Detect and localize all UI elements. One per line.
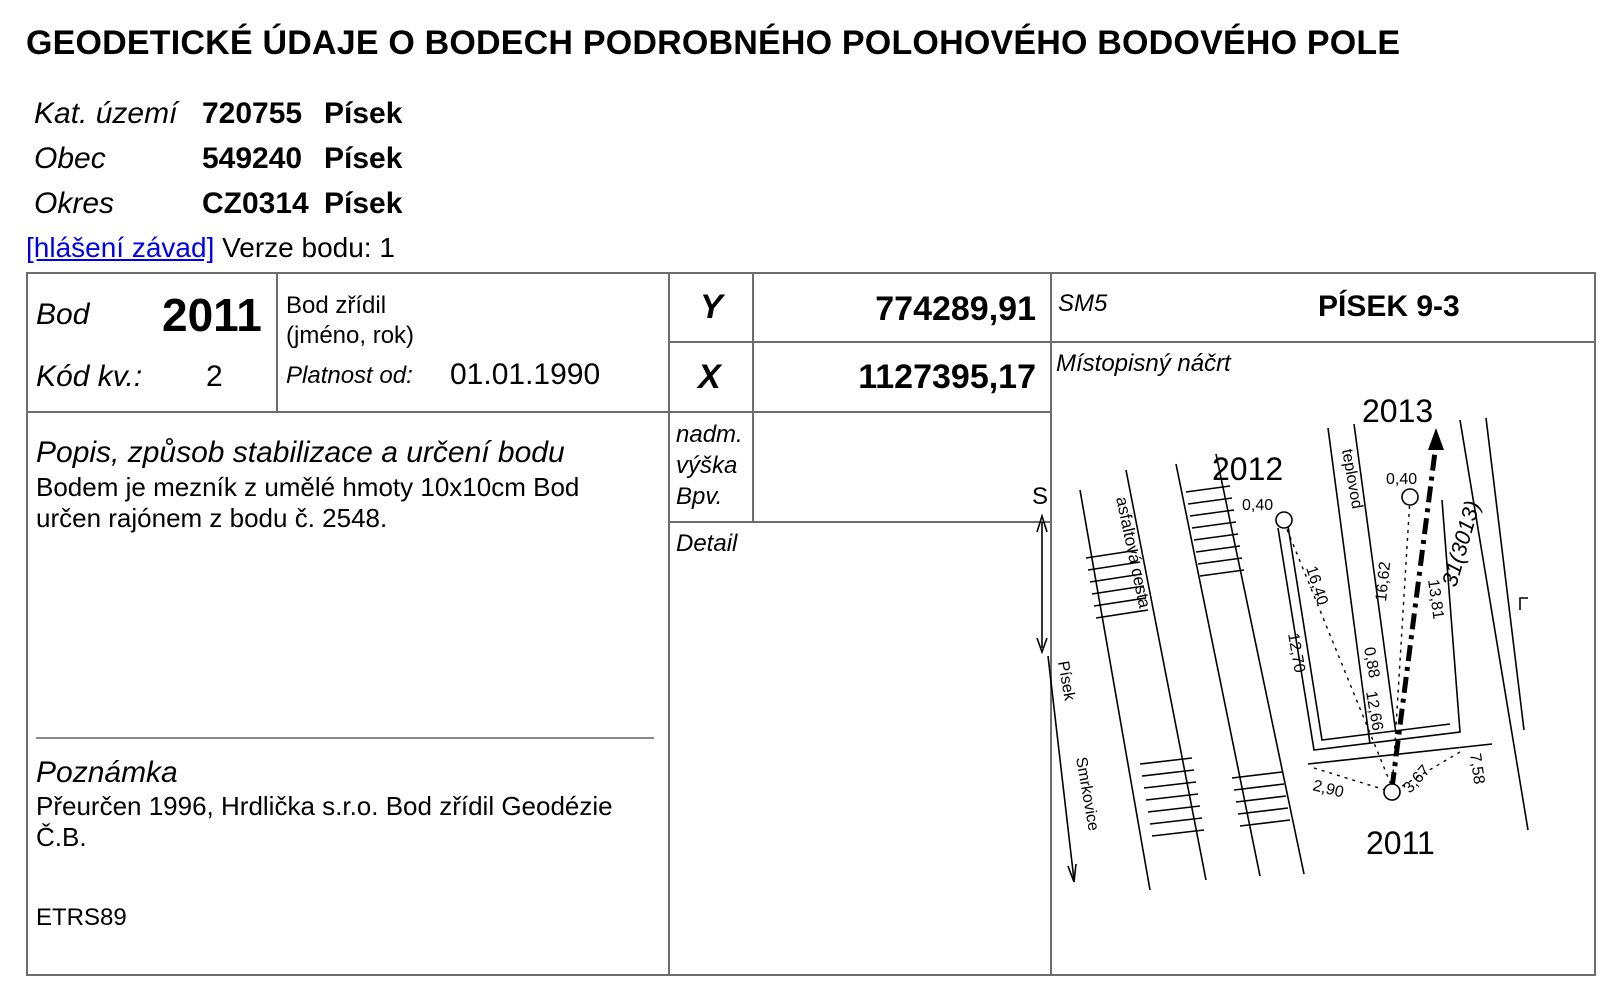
divider — [276, 272, 278, 412]
cadastral-area-code: 720755 — [202, 97, 303, 130]
sketch-distance: 16,40 — [1302, 563, 1331, 608]
municipality-label: Obec — [34, 142, 106, 175]
sketch-point-2013: 2013 — [1362, 393, 1434, 429]
sketch-point-2012: 2012 — [1212, 451, 1284, 487]
height-label-1: nadm. — [676, 421, 743, 448]
sketch-to-smrkovice: Smrkovice — [1072, 755, 1102, 833]
road-edge — [1176, 464, 1260, 876]
location-sketch — [1032, 380, 1592, 974]
sketch-distance: 13,81 — [1424, 578, 1447, 621]
cadastral-area-label: Kat. území — [34, 97, 178, 130]
district-code: CZ0314 — [202, 187, 309, 220]
point-version: Verze bodu: 1 — [222, 232, 395, 263]
point-label: Bod — [36, 298, 90, 331]
sketch-point-2011: 2011 — [1366, 825, 1435, 861]
sketch-distance: 0,40 — [1386, 471, 1418, 488]
quality-code-value: 2 — [206, 360, 223, 393]
point-number: 2011 — [162, 289, 262, 341]
sketch-distance: 12,70 — [1284, 631, 1308, 675]
divider — [26, 411, 1050, 413]
height-label-3: Bpv. — [676, 483, 723, 510]
divider — [752, 272, 754, 522]
divider — [668, 341, 1050, 343]
sketch-distance: 3,67 — [1400, 762, 1434, 797]
sketch-distance: 0,88 — [1360, 645, 1383, 680]
note-text: Přeurčen 1996, Hrdlička s.r.o. Bod zřídil Geodézie Č.B. — [36, 791, 613, 852]
report-defect-link[interactable]: [hlášení závad] — [26, 232, 215, 263]
height-label-2: výška — [676, 452, 738, 479]
map-system-label: SM5 — [1058, 290, 1108, 317]
municipality-name: Písek — [324, 142, 403, 175]
divider — [668, 521, 1050, 523]
hatched-block-2 — [1186, 486, 1244, 576]
sketch-distance: 16,62 — [1373, 560, 1395, 603]
description-text: Bodem je mezník z umělé hmoty 10x10cm Bod určen rajónem z bodu č. 2548. — [36, 472, 580, 533]
municipality-code: 549240 — [202, 142, 303, 175]
divider — [36, 737, 654, 739]
divider — [1050, 341, 1596, 343]
valid-from-value: 01.01.1990 — [450, 358, 601, 391]
divider — [668, 272, 670, 976]
x-value: 1127395,17 — [858, 358, 1036, 396]
district-name: Písek — [324, 187, 403, 220]
point-marker-2013-site — [1402, 489, 1418, 505]
sketch-distance: 0,40 — [1242, 497, 1274, 514]
established-by-label: Bod zřídil — [286, 292, 387, 319]
sketch-to-pisek: Písek — [1054, 659, 1078, 703]
note-heading: Poznámka — [36, 756, 178, 789]
sketch-pipe-label: teplovod — [1338, 447, 1366, 511]
parcel-line — [1486, 418, 1524, 730]
orientation-arrow-icon — [1428, 428, 1444, 450]
sketch-ref: 31(3013) — [1436, 497, 1486, 590]
report-line — [26, 232, 395, 264]
established-by-hint: (jméno, rok) — [286, 322, 415, 349]
y-value: 774289,91 — [875, 290, 1036, 328]
valid-from-label: Platnost od: — [286, 362, 413, 389]
quality-code-label: Kód kv.: — [36, 360, 143, 393]
district-label: Okres — [34, 187, 115, 220]
sketch-road-label: asfaltová cesta — [1112, 494, 1155, 610]
corner-mark — [1520, 598, 1528, 610]
sketch-distance: 12,66 — [1362, 689, 1386, 733]
page-title: GEODETICKÉ ÚDAJE O BODECH PODROBNÉHO POLOHOVÉHO BODOVÉHO POLE — [26, 24, 1401, 62]
sketch-distance: 2,90 — [1311, 777, 1346, 802]
point-marker-2012 — [1276, 512, 1292, 528]
detail-label: Detail — [676, 530, 738, 557]
sketch-north: S — [1032, 483, 1049, 510]
map-sheet: PÍSEK 9-3 — [1318, 290, 1460, 323]
y-label: Y — [700, 288, 723, 326]
coordinate-system: ETRS89 — [36, 904, 127, 931]
point-marker-2011 — [1384, 784, 1400, 800]
x-label: X — [698, 358, 721, 396]
sketch-label: Místopisný náčrt — [1056, 350, 1231, 377]
sketch-distance: 7,58 — [1466, 752, 1488, 786]
cadastral-area-name: Písek — [324, 97, 403, 130]
description-heading: Popis, způsob stabilizace a určení bodu — [36, 436, 565, 469]
